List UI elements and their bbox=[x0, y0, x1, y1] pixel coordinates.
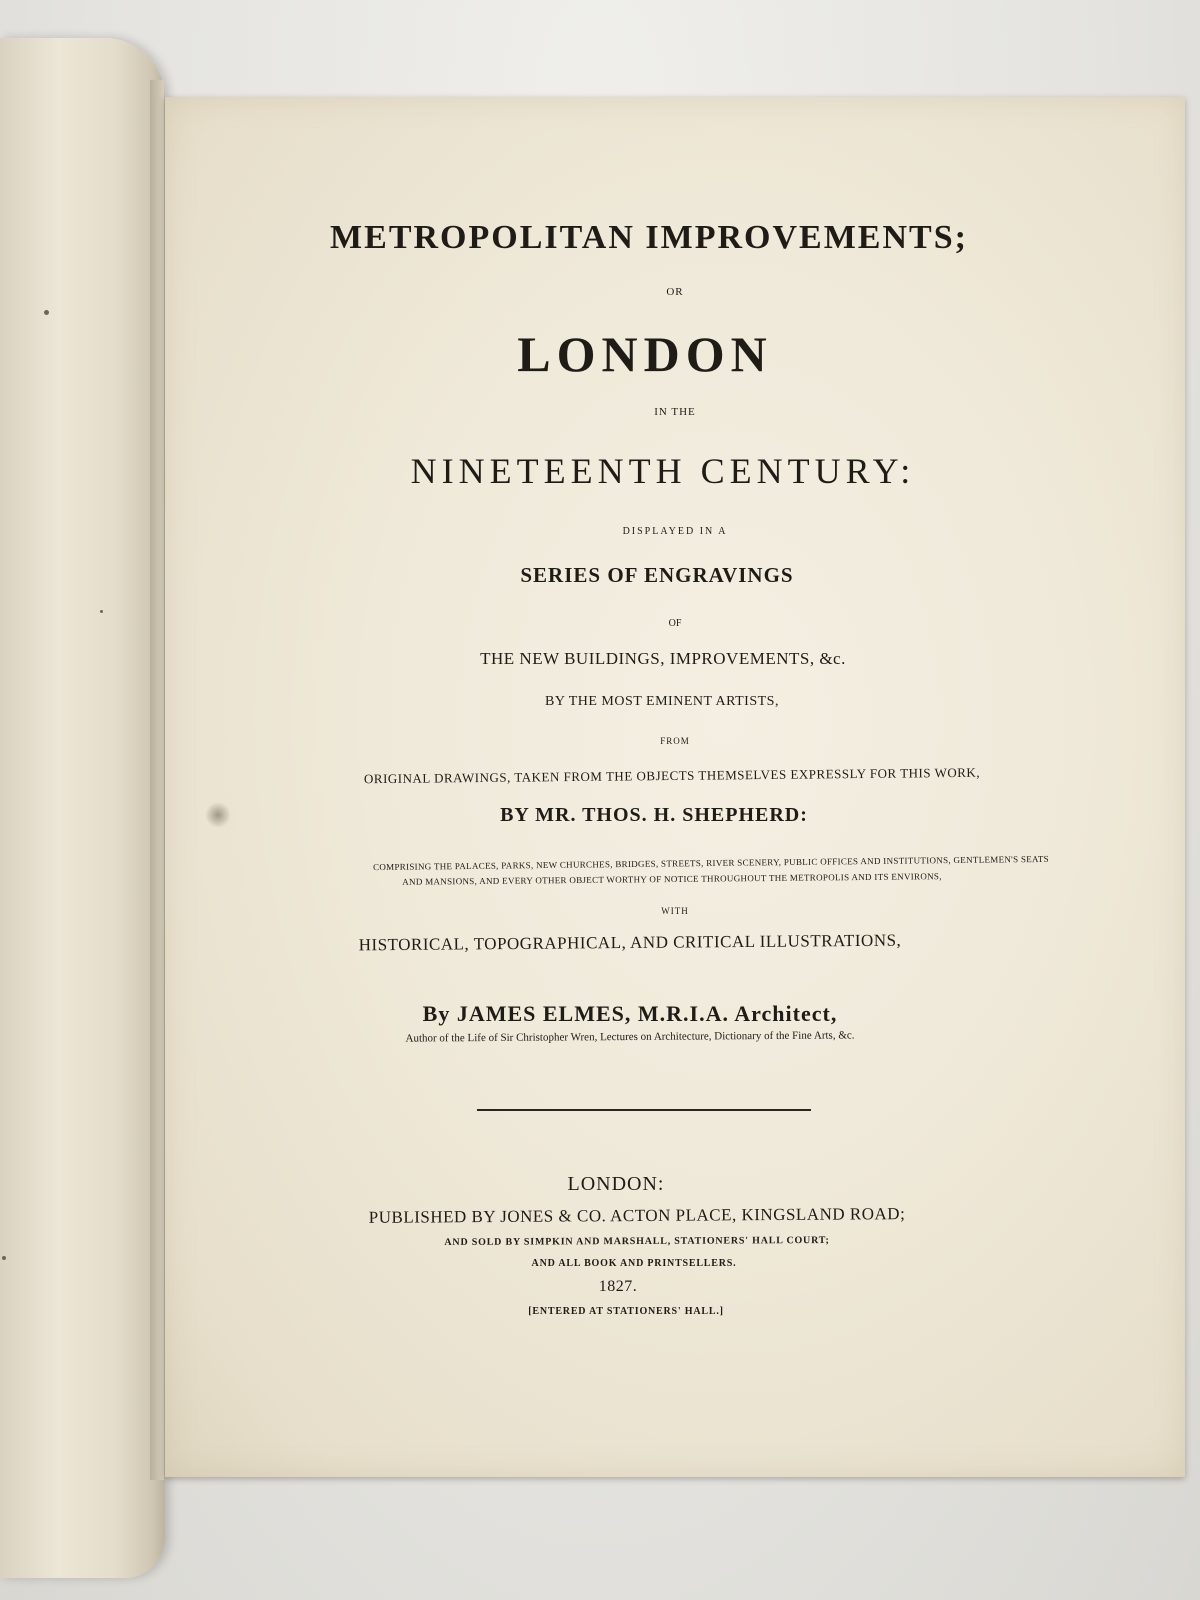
imprint-city: LONDON: bbox=[567, 1173, 665, 1195]
from-text: FROM bbox=[660, 736, 690, 746]
page-speck bbox=[44, 310, 49, 315]
divider-rule bbox=[477, 1109, 811, 1111]
comprising-line-1: COMPRISING THE PALACES, PARKS, NEW CHURCHES, BRIDGES, STREETS, RIVER SCENERY, PUBLIC OFFICES AND INSTITUTIONS, GENTLEMEN'S SEATS bbox=[372, 853, 1049, 873]
shepherd-credit: BY MR. THOS. H. SHEPHERD: bbox=[500, 804, 808, 826]
in-the-text: IN THE bbox=[654, 406, 696, 418]
with-text: WITH bbox=[661, 906, 689, 916]
main-title: METROPOLITAN IMPROVEMENTS; bbox=[330, 219, 968, 256]
imprint-booksellers: AND ALL BOOK AND PRINTSELLERS. bbox=[531, 1258, 737, 1269]
series-title: SERIES OF ENGRAVINGS bbox=[520, 563, 794, 587]
illustrations-text: HISTORICAL, TOPOGRAPHICAL, AND CRITICAL ILLUSTRATIONS, bbox=[358, 930, 902, 955]
or-conjunction: OR bbox=[666, 286, 684, 298]
of-text: OF bbox=[668, 618, 682, 629]
facing-page bbox=[0, 38, 165, 1578]
title-page bbox=[165, 97, 1185, 1477]
eminent-artists-text: BY THE MOST EMINENT ARTISTS, bbox=[545, 694, 779, 709]
author-line: By JAMES ELMES, M.R.I.A. Architect, bbox=[422, 1001, 838, 1026]
london-title: LONDON bbox=[517, 326, 773, 382]
imprint-sold-by: AND SOLD BY SIMPKIN AND MARSHALL, STATIONERS' HALL COURT; bbox=[444, 1234, 830, 1249]
imprint-entered: [ENTERED AT STATIONERS' HALL.] bbox=[528, 1306, 724, 1317]
imprint-year: 1827. bbox=[598, 1278, 638, 1295]
new-buildings-text: THE NEW BUILDINGS, IMPROVEMENTS, &c. bbox=[480, 649, 846, 668]
page-speck bbox=[100, 610, 103, 613]
page-speck bbox=[2, 1256, 6, 1260]
original-drawings-text: ORIGINAL DRAWINGS, TAKEN FROM THE OBJECTS THEMSELVES EXPRESSLY FOR THIS WORK, bbox=[363, 764, 981, 787]
century-title: NINETEENTH CENTURY: bbox=[410, 451, 916, 491]
imprint-publisher: PUBLISHED BY JONES & CO. ACTON PLACE, KINGSLAND ROAD; bbox=[368, 1204, 906, 1227]
displayed-text: DISPLAYED IN A bbox=[622, 526, 728, 537]
comprising-line-2: AND MANSIONS, AND EVERY OTHER OBJECT WORTHY OF NOTICE THROUGHOUT THE METROPOLIS AND ITS ENVIRONS, bbox=[402, 871, 942, 887]
author-credits: Author of the Life of Sir Christopher Wren, Lectures on Architecture, Dictionary of the Fine Arts, &c. bbox=[405, 1029, 855, 1045]
